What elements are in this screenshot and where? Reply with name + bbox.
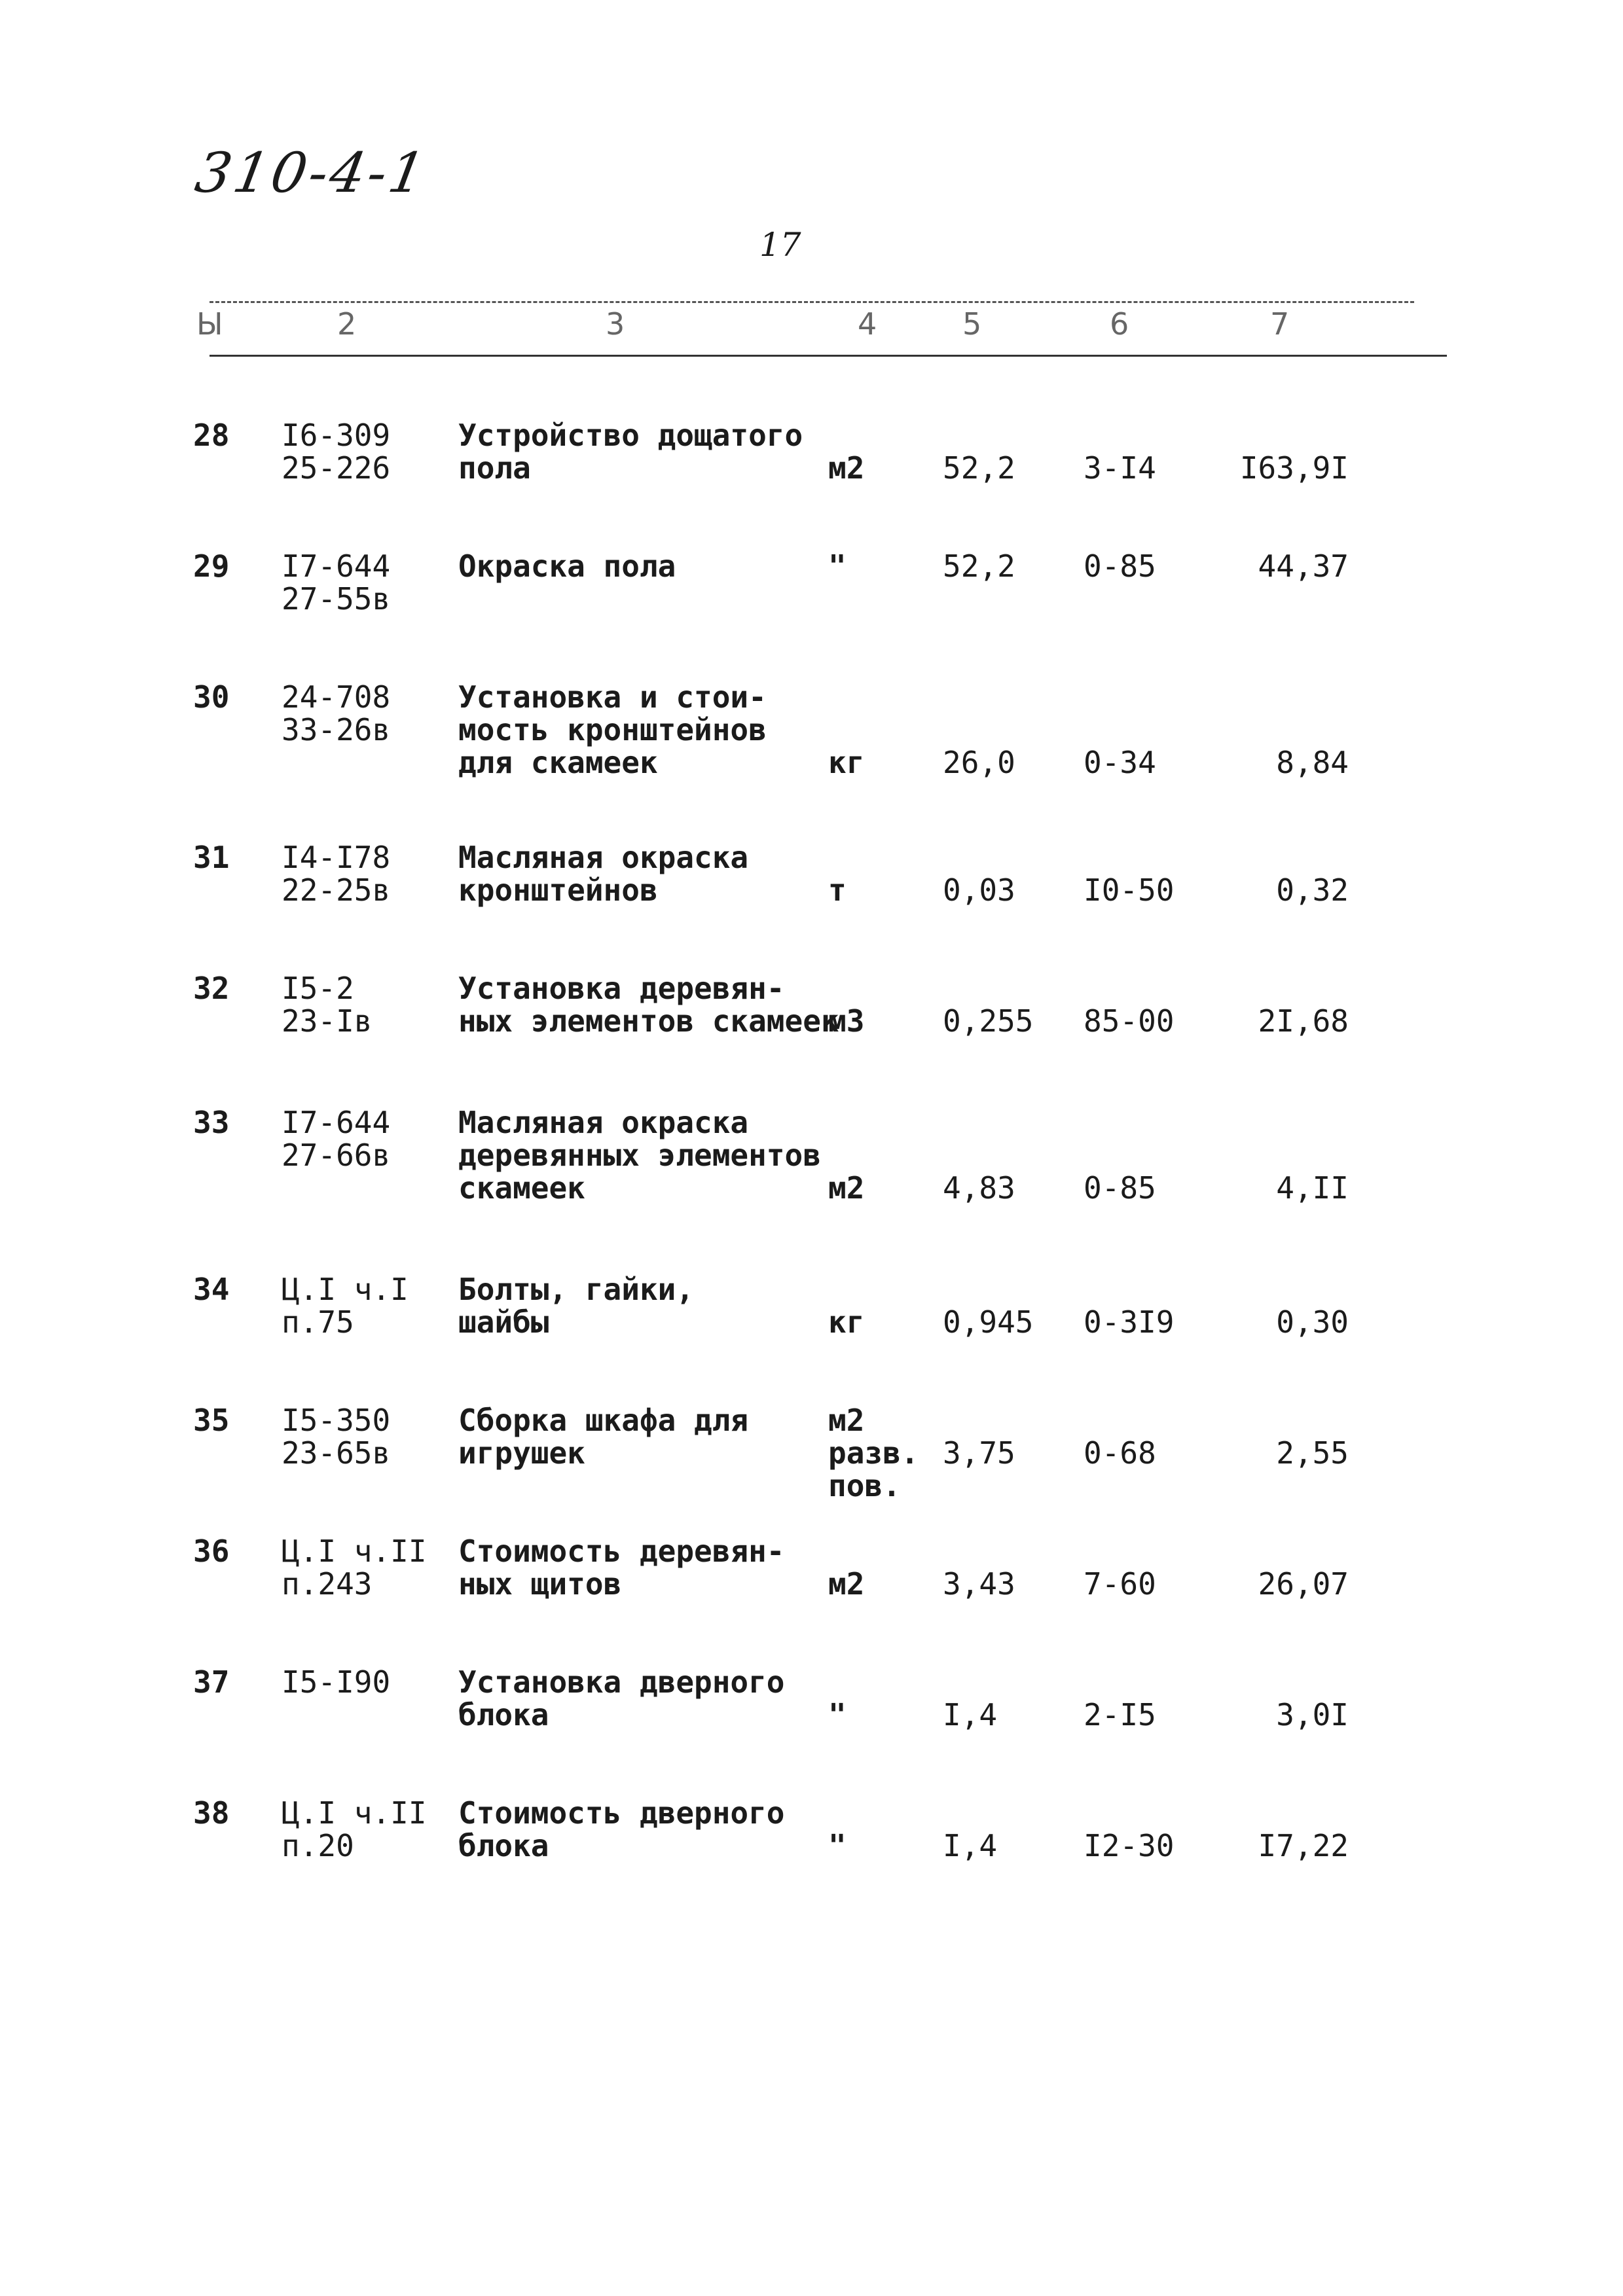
row-number: 33 xyxy=(193,1105,230,1140)
quantity: 26,0 xyxy=(943,745,1015,780)
unit: " xyxy=(828,1828,847,1863)
work-description: Сборка шкафа для игрушек xyxy=(458,1403,749,1471)
work-description: Устройство дощатого пола xyxy=(458,418,803,486)
total-cost: 26,07 xyxy=(1258,1566,1349,1602)
work-description: Установка деревян- ных элементов скамеек xyxy=(458,971,839,1039)
table-row xyxy=(0,1106,1623,1230)
table-row xyxy=(0,419,1623,543)
quantity: 3,75 xyxy=(943,1435,1015,1471)
row-number: 30 xyxy=(193,679,230,715)
quantity: 52,2 xyxy=(943,548,1015,584)
table-row xyxy=(0,1404,1623,1528)
unit: м2 xyxy=(828,1170,865,1206)
row-number: 32 xyxy=(193,971,230,1006)
row-number: 29 xyxy=(193,548,230,584)
row-number: 37 xyxy=(193,1664,230,1700)
unit-price: I2-30 xyxy=(1084,1828,1175,1863)
quantity: 0,03 xyxy=(943,872,1015,908)
quantity: I,4 xyxy=(943,1828,998,1863)
norm-code: I4-I78 22-25в xyxy=(282,840,391,908)
document-code: 310-4-1 xyxy=(191,141,433,205)
norm-code: I7-644 27-55в xyxy=(282,548,391,617)
table-row xyxy=(0,972,1623,1096)
unit-price: 0-85 xyxy=(1084,548,1156,584)
unit: кг xyxy=(828,1304,865,1340)
work-description: Масляная окраска деревянных элементов скамеек xyxy=(458,1105,821,1206)
row-number: 34 xyxy=(193,1272,230,1307)
total-cost: 2,55 xyxy=(1276,1435,1349,1471)
unit-price: 85-00 xyxy=(1084,1003,1175,1039)
work-description: Установка дверного блока xyxy=(458,1664,785,1732)
norm-code: I5-350 23-65в xyxy=(282,1403,391,1471)
table-row xyxy=(0,1535,1623,1659)
column-header-4: 4 xyxy=(858,306,877,342)
quantity: 52,2 xyxy=(943,450,1015,486)
unit-price: 0-34 xyxy=(1084,745,1156,780)
unit-price: 3-I4 xyxy=(1084,450,1156,486)
norm-code: Ц.I ч.I п.75 xyxy=(282,1272,409,1340)
unit: кг xyxy=(828,745,865,780)
total-cost: 2I,68 xyxy=(1258,1003,1349,1039)
total-cost: 4,II xyxy=(1276,1170,1349,1206)
unit-price: 0-68 xyxy=(1084,1435,1156,1471)
work-description: Масляная окраска кронштейнов xyxy=(458,840,749,908)
total-cost: 8,84 xyxy=(1276,745,1349,780)
unit-price: 0-85 xyxy=(1084,1170,1156,1206)
norm-code: Ц.I ч.II п.20 xyxy=(282,1795,427,1863)
work-description: Установка и стои- мость кронштейнов для скамеек xyxy=(458,679,767,780)
unit: " xyxy=(828,1697,847,1732)
table-header-bottom-rule xyxy=(210,355,1447,357)
unit-price: 7-60 xyxy=(1084,1566,1156,1602)
column-header-2: 2 xyxy=(337,306,357,342)
table-row xyxy=(0,1797,1623,1921)
table-row xyxy=(0,841,1623,965)
row-number: 36 xyxy=(193,1534,230,1569)
row-number: 35 xyxy=(193,1403,230,1438)
total-cost: 0,32 xyxy=(1276,872,1349,908)
norm-code: Ц.I ч.II п.243 xyxy=(282,1534,427,1602)
quantity: I,4 xyxy=(943,1697,998,1732)
total-cost: I63,9I xyxy=(1239,450,1349,486)
unit: м2 xyxy=(828,1566,865,1602)
total-cost: I7,22 xyxy=(1258,1828,1349,1863)
row-number: 28 xyxy=(193,418,230,453)
table-row xyxy=(0,550,1623,674)
quantity: 0,945 xyxy=(943,1304,1034,1340)
quantity: 3,43 xyxy=(943,1566,1015,1602)
page-number: 17 xyxy=(759,226,801,264)
row-number: 38 xyxy=(193,1795,230,1831)
quantity: 0,255 xyxy=(943,1003,1034,1039)
total-cost: 0,30 xyxy=(1276,1304,1349,1340)
work-description: Болты, гайки, шайбы xyxy=(458,1272,695,1340)
work-description: Стоимость деревян- ных щитов xyxy=(458,1534,785,1602)
norm-code: I5-2 23-Iв xyxy=(282,971,373,1039)
unit: " xyxy=(828,548,847,584)
column-header-5: 5 xyxy=(962,306,982,342)
table-row xyxy=(0,1666,1623,1790)
total-cost: 44,37 xyxy=(1258,548,1349,584)
unit-price: 0-3I9 xyxy=(1084,1304,1175,1340)
quantity: 4,83 xyxy=(943,1170,1015,1206)
row-number: 31 xyxy=(193,840,230,875)
work-description: Стоимость дверного блока xyxy=(458,1795,785,1863)
total-cost: 3,0I xyxy=(1276,1697,1349,1732)
unit: м3 xyxy=(828,1003,865,1039)
unit-price: I0-50 xyxy=(1084,872,1175,908)
norm-code: I6-309 25-226 xyxy=(282,418,391,486)
norm-code: I5-I90 xyxy=(282,1664,391,1700)
unit-price: 2-I5 xyxy=(1084,1697,1156,1732)
column-header-3: 3 xyxy=(606,306,625,342)
work-description: Окраска пола xyxy=(458,548,676,584)
unit: м2 xyxy=(828,450,865,486)
column-header-7: 7 xyxy=(1270,306,1290,342)
table-row xyxy=(0,681,1623,805)
table-row xyxy=(0,1273,1623,1397)
unit: т xyxy=(828,872,847,908)
table-header-top-rule xyxy=(210,301,1414,303)
column-header-1: Ы xyxy=(196,306,223,342)
column-header-6: 6 xyxy=(1110,306,1129,342)
unit: м2 разв. пов. xyxy=(828,1403,919,1503)
norm-code: 24-708 33-26в xyxy=(282,679,391,747)
norm-code: I7-644 27-66в xyxy=(282,1105,391,1173)
